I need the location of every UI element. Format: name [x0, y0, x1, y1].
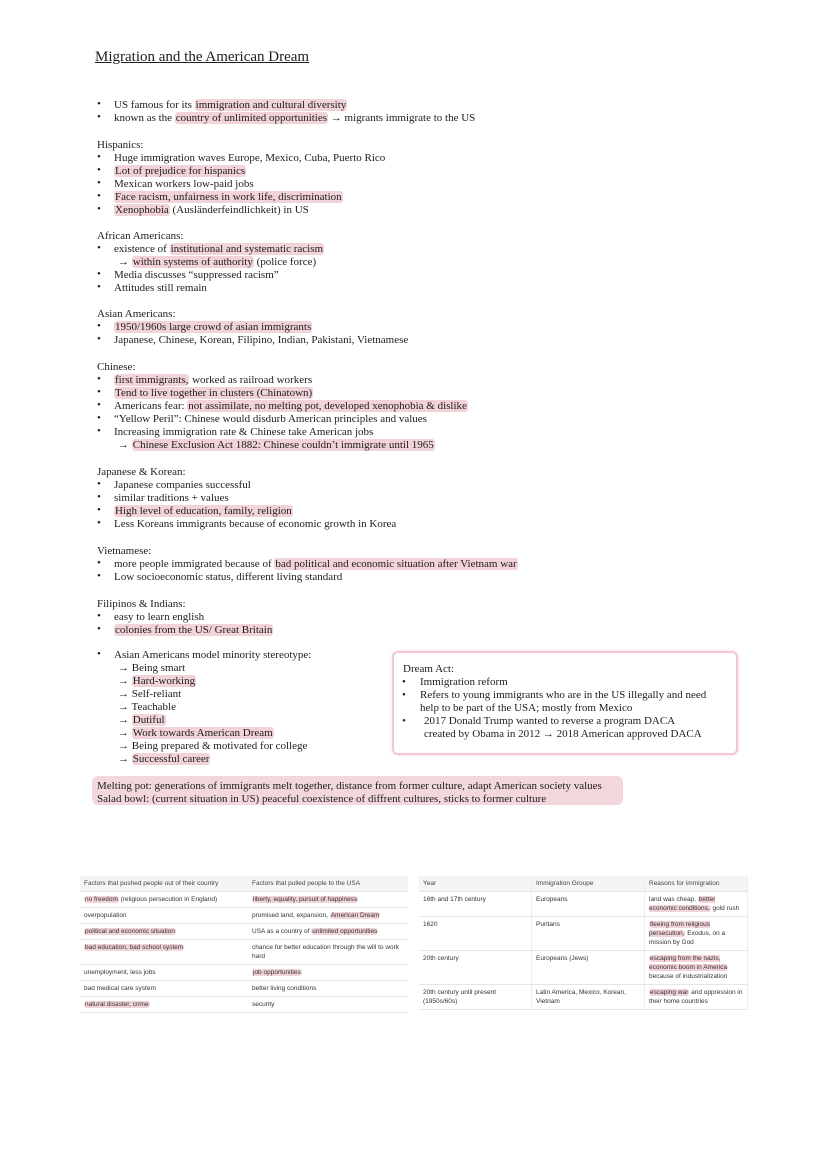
group-cell: Puritans [532, 917, 645, 951]
bullet-item: easy to learn english [114, 611, 205, 623]
highlight: Chinese Exclusion Act 1882: Chinese couldn’t immigrate until 1965 [132, 439, 434, 451]
bullet-item: known as the country of unlimited opportunities → migrants immigrate to the US [114, 112, 476, 124]
highlight: colonies from the US/ Great Britain [115, 624, 273, 636]
highlight: immigration and cultural diversity [195, 99, 347, 111]
bullet: • [97, 190, 101, 202]
highlight: Hard-working [132, 675, 196, 687]
section-heading: Filipinos & Indians: [97, 598, 186, 610]
bullet: • [97, 425, 101, 437]
bullet: • [97, 268, 101, 280]
dream-act-line: 2017 Donald Trump wanted to reverse a program DACA [424, 715, 676, 727]
highlight: bad political and economic situation after Vietnam war [275, 558, 517, 570]
highlight: 1950/1960s large crowd of asian immigrants [115, 321, 312, 333]
bullet: • [97, 242, 101, 254]
bullet-item: existence of institutional and systematic racism [114, 243, 324, 255]
bullet-item: Xenophobia (Ausländerfeindlichkeit) in US [115, 204, 309, 216]
highlight: Face racism, unfairness in work life, discrimination [115, 191, 342, 203]
group-cell: Europeans (Jews) [532, 951, 645, 985]
push-pull-table [80, 876, 408, 1013]
dream-act-line: Refers to young immigrants who are in the US illegally and need [420, 689, 707, 701]
section-heading: Hispanics: [97, 139, 144, 151]
reason-cell: escaping war and oppression in their home countries [645, 985, 748, 1010]
bullet: • [97, 98, 101, 110]
bullet: • [97, 373, 101, 385]
table-header: Factors that pushed people out of their country [80, 876, 248, 892]
dream-act-line: Immigration reform [420, 676, 508, 688]
bullet-item: first immigrants, worked as railroad workers [115, 374, 313, 386]
sub-item: → Chinese Exclusion Act 1882: Chinese couldn’t immigrate until 1965 [118, 439, 434, 451]
bullet-item: more people immigrated because of bad political and economic situation after Vietnam war [114, 558, 517, 570]
table-row [80, 924, 408, 940]
bullet-item: Huge immigration waves Europe, Mexico, Cuba, Puerto Rico [114, 152, 386, 164]
table-row [419, 892, 748, 917]
bullet: • [97, 610, 101, 622]
table-row [80, 997, 408, 1013]
highlight: High level of education, family, religion [115, 505, 292, 517]
table-cell: promised land, expansion, American Dream [248, 908, 408, 924]
table-row [80, 940, 408, 965]
table-row [80, 892, 408, 908]
section-heading: African Americans: [97, 230, 184, 242]
page-title: Migration and the American Dream [95, 49, 310, 65]
section-heading: Japanese & Korean: [97, 466, 186, 478]
table-cell: chance for better education through the will to work hard [248, 940, 408, 965]
table-row [419, 917, 748, 951]
stereotype-item: → Being prepared & motivated for college [118, 740, 308, 752]
table-cell: bad education, bad school system [80, 940, 248, 965]
bullet: • [97, 320, 101, 332]
reason-cell: fleeing from religious persecution, Exodus, on a mission by God [645, 917, 748, 951]
table-row [80, 965, 408, 981]
bullet-item [114, 387, 313, 400]
table-row [80, 981, 408, 997]
bullet: • [97, 203, 101, 215]
bullet: • [97, 623, 101, 635]
group-cell: Latin America, Mexico, Korean, Vietnam [532, 985, 645, 1010]
table-header: Immigration Groupe [532, 876, 645, 892]
group-cell: Europeans [532, 892, 645, 917]
table-cell: no freedom (religious persecution in England) [80, 892, 248, 908]
dream-act-line: help to be part of the USA; mostly from Mexico [420, 702, 633, 714]
bullet-item [114, 505, 293, 518]
bullet: • [97, 399, 101, 411]
table-header: Reasons for immigration [645, 876, 748, 892]
bullet-item [114, 165, 246, 178]
salad-bowl-line: Salad bowl: (current situation in US) peaceful coexistence of diffrent cultures, sticks to former culture [97, 793, 547, 805]
table-cell: overpopulation [80, 908, 248, 924]
bullet: • [97, 570, 101, 582]
bullet-item: US famous for its immigration and cultural diversity [114, 99, 347, 111]
bullet-item: Japanese, Chinese, Korean, Filipino, Indian, Pakistani, Vietnamese [114, 334, 409, 346]
highlight: not assimilate, no melting pot, developed xenophobia & dislike [188, 400, 467, 412]
year-cell: 1620 [419, 917, 532, 951]
table-row [419, 985, 748, 1010]
bullet-item [114, 321, 312, 334]
bullet: • [97, 386, 101, 398]
bullet-item: Low socioeconomic status, different living standard [114, 571, 343, 583]
stereotype-item: → Successful career [118, 753, 210, 765]
table-row [80, 908, 408, 924]
bullet: • [97, 517, 101, 529]
stereotype-item: → Self-reliant [118, 688, 182, 700]
highlight: within systems of authority [132, 256, 253, 268]
bullet: • [97, 177, 101, 189]
dream-act-heading: Dream Act: [403, 663, 455, 675]
bullet-item: Asian Americans model minority stereotype: [114, 649, 312, 661]
reason-cell: escaping from the nazis, economic boom in America because of industrialization [645, 951, 748, 985]
bullet-item: Americans fear: not assimilate, no melting pot, developed xenophobia & dislike [114, 400, 467, 412]
bullet-item [114, 624, 273, 637]
year-cell: 20th century until present (1950s/60s) [419, 985, 532, 1010]
bullet: • [97, 412, 101, 424]
bullet-item: Mexican workers low-paid jobs [114, 178, 254, 190]
bullet: • [97, 151, 101, 163]
table-cell: job opportunities [248, 965, 408, 981]
bullet: • [97, 333, 101, 345]
bullet: • [97, 557, 101, 569]
table-cell: USA as a country of unlimited opportunities [248, 924, 408, 940]
bullet: • [97, 111, 101, 123]
section-heading: Vietnamese: [97, 545, 152, 557]
year-cell: 16th and 17th century [419, 892, 532, 917]
table-cell: bad medical care system [80, 981, 248, 997]
bullet-item: Less Koreans immigrants because of economic growth in Korea [114, 518, 397, 530]
highlight: Xenophobia [115, 204, 169, 216]
bullet: • [97, 491, 101, 503]
highlight: first immigrants, [115, 374, 189, 386]
table-cell: unemployment, less jobs [80, 965, 248, 981]
table-header: Year [419, 876, 532, 892]
table-row [419, 951, 748, 985]
table-header: Factors that pulled people to the USA [248, 876, 408, 892]
bullet-item: Japanese companies successful [114, 479, 251, 491]
section-heading: Chinese: [97, 361, 136, 373]
highlight: Tend to live together in clusters (Chinatown) [115, 387, 313, 399]
highlight: Lot of prejudice for hispanics [115, 165, 246, 177]
bullet-item: Media discusses “suppressed racism” [114, 269, 279, 281]
stereotype-item: → Hard-working [118, 675, 196, 687]
table-cell: better living conditions [248, 981, 408, 997]
section-heading: Asian Americans: [97, 308, 176, 320]
bullet-item: Attitudes still remain [114, 282, 207, 294]
immigration-years-table [419, 876, 748, 1010]
stereotype-item: → Dutiful [118, 714, 165, 726]
table-cell: liberty, equality, pursuit of happiness [248, 892, 408, 908]
bullet-item: Increasing immigration rate & Chinese take American jobs [114, 426, 374, 438]
reason-cell: land was cheap, better economic conditions, gold rush [645, 892, 748, 917]
bullet: • [97, 281, 101, 293]
stereotype-item: → Being smart [118, 662, 186, 674]
highlight: Successful career [132, 753, 210, 765]
bullet: • [97, 478, 101, 490]
stereotype-item: → Work towards American Dream [118, 727, 273, 739]
bullet-item [114, 191, 343, 204]
bullet-item: “Yellow Peril”: Chinese would disdurb American principles and values [114, 413, 427, 425]
table-cell: natural disaster, crime [80, 997, 248, 1013]
dream-act-line: created by Obama in 2012 → 2018 American approved DACA [424, 728, 702, 740]
table-cell: political and economic situation [80, 924, 248, 940]
highlight: Work towards American Dream [132, 727, 273, 739]
highlight: institutional and systematic racism [170, 243, 324, 255]
melting-pot-line: Melting pot: generations of immigrants melt together, distance from former culture, adapt American society values [97, 780, 602, 792]
sub-item: → within systems of authority (police force) [118, 256, 317, 268]
bullet: • [97, 504, 101, 516]
highlight: country of unlimited opportunities [175, 112, 328, 124]
bullet-item: similar traditions + values [114, 492, 229, 504]
highlight: Dutiful [132, 714, 165, 726]
bullet: • [97, 164, 101, 176]
year-cell: 20th century [419, 951, 532, 985]
stereotype-item: → Teachable [118, 701, 176, 713]
bullet: • [97, 648, 101, 660]
table-cell: security [248, 997, 408, 1013]
